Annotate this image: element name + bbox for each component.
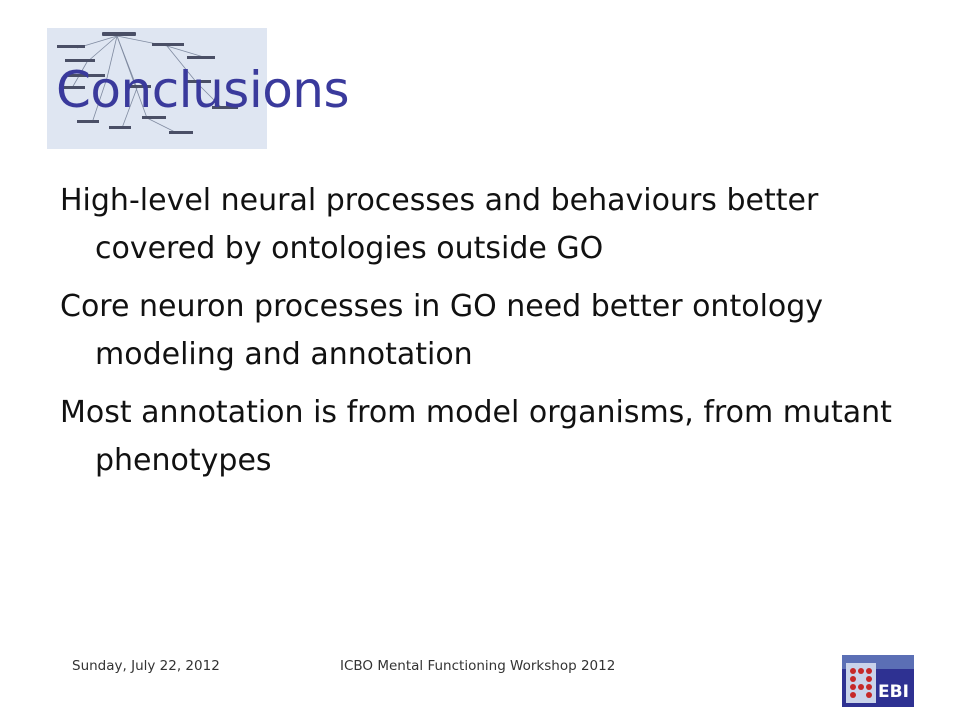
bullet-item: Most annotation is from model organisms, from mutant phenotypes bbox=[60, 395, 892, 478]
bullet-list bbox=[60, 177, 920, 495]
bullet-item: High-level neural processes and behaviours better covered by ontologies outside GO bbox=[60, 183, 819, 266]
ebi-logo bbox=[842, 655, 914, 707]
footer-date: Sunday, July 22, 2012 bbox=[72, 658, 220, 674]
footer-event-name: ICBO Mental Functioning Workshop 2012 bbox=[340, 658, 616, 674]
bullet-item: Core neuron processes in GO need better ontology modeling and annotation bbox=[60, 289, 824, 372]
slide-title: Conclusions bbox=[56, 61, 350, 119]
ebi-logo-graphic bbox=[842, 655, 914, 707]
ebi-logo-text: EBI bbox=[878, 682, 909, 702]
